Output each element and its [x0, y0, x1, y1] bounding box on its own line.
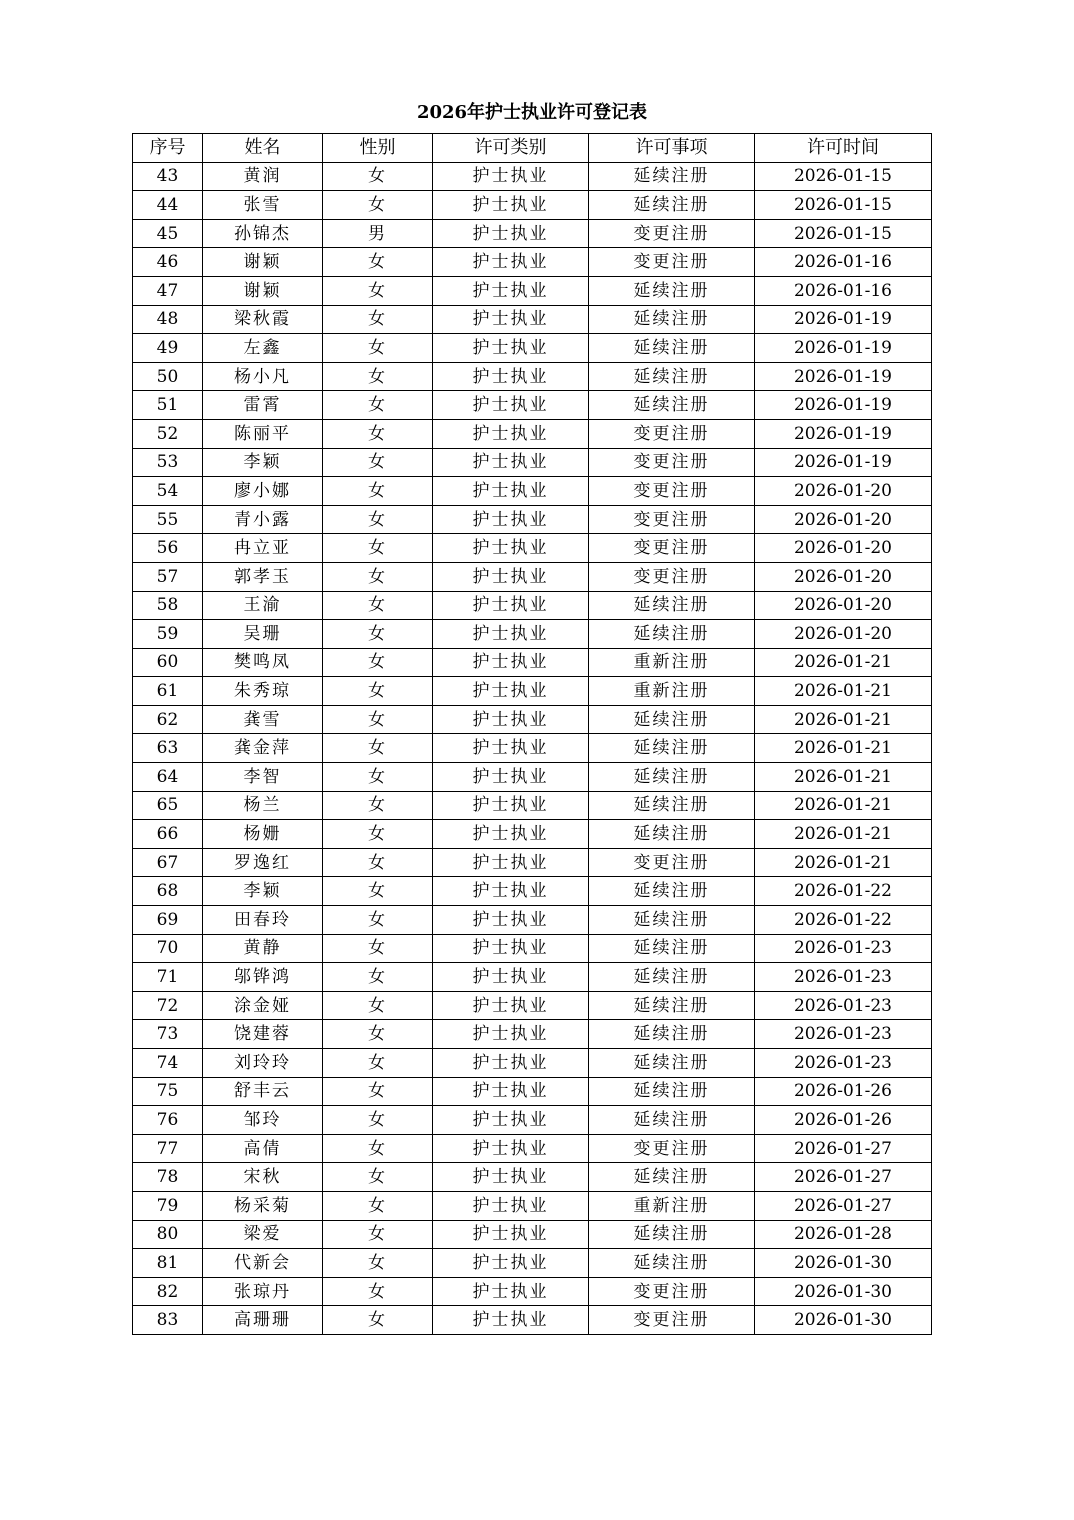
cell-name: 涂金娅: [203, 991, 323, 1020]
cell-license-item: 延续注册: [589, 791, 755, 820]
cell-gender: 男: [323, 219, 433, 248]
cell-license-item: 延续注册: [589, 305, 755, 334]
cell-index: 58: [133, 591, 203, 620]
cell-license-date: 2026-01-28: [755, 1220, 932, 1249]
cell-name: 杨兰: [203, 791, 323, 820]
cell-index: 54: [133, 477, 203, 506]
cell-license-date: 2026-01-22: [755, 877, 932, 906]
cell-license-type: 护士执业: [433, 1277, 589, 1306]
cell-gender: 女: [323, 705, 433, 734]
table-row: [133, 1163, 932, 1192]
table-row: [133, 1134, 932, 1163]
cell-license-item: 延续注册: [589, 1106, 755, 1135]
cell-gender: 女: [323, 648, 433, 677]
cell-license-date: 2026-01-22: [755, 906, 932, 935]
table-row: [133, 1306, 932, 1335]
cell-license-type: 护士执业: [433, 791, 589, 820]
cell-license-item: 延续注册: [589, 162, 755, 191]
cell-gender: 女: [323, 562, 433, 591]
cell-index: 59: [133, 620, 203, 649]
cell-license-item: 变更注册: [589, 562, 755, 591]
cell-index: 65: [133, 791, 203, 820]
cell-license-item: 延续注册: [589, 991, 755, 1020]
cell-name: 杨采菊: [203, 1191, 323, 1220]
cell-license-type: 护士执业: [433, 1163, 589, 1192]
cell-license-date: 2026-01-30: [755, 1249, 932, 1278]
table-row: [133, 791, 932, 820]
cell-license-type: 护士执业: [433, 534, 589, 563]
cell-gender: 女: [323, 734, 433, 763]
table-row: [133, 591, 932, 620]
cell-license-item: 延续注册: [589, 820, 755, 849]
cell-gender: 女: [323, 534, 433, 563]
cell-name: 孙锦杰: [203, 219, 323, 248]
cell-name: 陈丽平: [203, 419, 323, 448]
cell-license-type: 护士执业: [433, 877, 589, 906]
table-row: [133, 734, 932, 763]
cell-license-item: 延续注册: [589, 1049, 755, 1078]
cell-index: 62: [133, 705, 203, 734]
cell-gender: 女: [323, 1277, 433, 1306]
cell-gender: 女: [323, 677, 433, 706]
cell-license-date: 2026-01-21: [755, 848, 932, 877]
cell-name: 刘玲玲: [203, 1049, 323, 1078]
cell-name: 李颖: [203, 877, 323, 906]
cell-gender: 女: [323, 963, 433, 992]
cell-license-date: 2026-01-23: [755, 991, 932, 1020]
cell-license-date: 2026-01-15: [755, 219, 932, 248]
cell-index: 69: [133, 906, 203, 935]
cell-license-item: 延续注册: [589, 906, 755, 935]
cell-index: 80: [133, 1220, 203, 1249]
cell-license-type: 护士执业: [433, 162, 589, 191]
cell-license-item: 重新注册: [589, 1191, 755, 1220]
cell-name: 谢颖: [203, 276, 323, 305]
cell-index: 71: [133, 963, 203, 992]
cell-name: 左鑫: [203, 334, 323, 363]
cell-license-item: 变更注册: [589, 219, 755, 248]
cell-license-type: 护士执业: [433, 1220, 589, 1249]
cell-index: 51: [133, 391, 203, 420]
cell-gender: 女: [323, 763, 433, 792]
cell-license-item: 延续注册: [589, 1077, 755, 1106]
cell-name: 田春玲: [203, 906, 323, 935]
cell-gender: 女: [323, 1106, 433, 1135]
cell-license-type: 护士执业: [433, 1306, 589, 1335]
cell-index: 72: [133, 991, 203, 1020]
table-row: [133, 991, 932, 1020]
cell-index: 82: [133, 1277, 203, 1306]
cell-license-date: 2026-01-19: [755, 448, 932, 477]
cell-license-date: 2026-01-26: [755, 1077, 932, 1106]
cell-index: 45: [133, 219, 203, 248]
cell-license-date: 2026-01-21: [755, 763, 932, 792]
cell-name: 龚雪: [203, 705, 323, 734]
cell-name: 吴珊: [203, 620, 323, 649]
cell-gender: 女: [323, 934, 433, 963]
cell-license-item: 变更注册: [589, 248, 755, 277]
cell-license-item: 变更注册: [589, 477, 755, 506]
cell-gender: 女: [323, 1163, 433, 1192]
cell-name: 朱秀琼: [203, 677, 323, 706]
cell-license-item: 延续注册: [589, 591, 755, 620]
cell-gender: 女: [323, 620, 433, 649]
cell-name: 青小露: [203, 505, 323, 534]
cell-name: 张琼丹: [203, 1277, 323, 1306]
cell-license-date: 2026-01-19: [755, 334, 932, 363]
cell-index: 64: [133, 763, 203, 792]
column-header-license-date: 许可时间: [755, 134, 932, 163]
cell-gender: 女: [323, 305, 433, 334]
table-row: [133, 276, 932, 305]
cell-index: 76: [133, 1106, 203, 1135]
table-row: [133, 305, 932, 334]
cell-license-type: 护士执业: [433, 705, 589, 734]
cell-license-item: 延续注册: [589, 934, 755, 963]
cell-gender: 女: [323, 419, 433, 448]
cell-gender: 女: [323, 162, 433, 191]
table-row: [133, 648, 932, 677]
cell-name: 王渝: [203, 591, 323, 620]
cell-license-type: 护士执业: [433, 477, 589, 506]
cell-name: 冉立亚: [203, 534, 323, 563]
cell-license-item: 变更注册: [589, 1277, 755, 1306]
cell-license-type: 护士执业: [433, 1020, 589, 1049]
cell-gender: 女: [323, 362, 433, 391]
column-header-license-item: 许可事项: [589, 134, 755, 163]
cell-name: 代新会: [203, 1249, 323, 1278]
cell-gender: 女: [323, 505, 433, 534]
table-row: [133, 362, 932, 391]
cell-license-date: 2026-01-20: [755, 562, 932, 591]
cell-name: 樊鸣凤: [203, 648, 323, 677]
cell-license-item: 变更注册: [589, 848, 755, 877]
cell-index: 75: [133, 1077, 203, 1106]
cell-license-date: 2026-01-21: [755, 677, 932, 706]
cell-index: 68: [133, 877, 203, 906]
cell-name: 黄静: [203, 934, 323, 963]
cell-license-item: 重新注册: [589, 677, 755, 706]
cell-license-item: 延续注册: [589, 734, 755, 763]
cell-license-type: 护士执业: [433, 562, 589, 591]
cell-name: 邬铧鸿: [203, 963, 323, 992]
page-title: 2026年护士执业许可登记表: [416, 102, 648, 123]
cell-index: 53: [133, 448, 203, 477]
cell-name: 李智: [203, 763, 323, 792]
cell-name: 饶建蓉: [203, 1020, 323, 1049]
table-row: [133, 1191, 932, 1220]
table-header-row: [133, 134, 932, 163]
cell-license-item: 延续注册: [589, 1220, 755, 1249]
cell-gender: 女: [323, 791, 433, 820]
cell-license-type: 护士执业: [433, 1049, 589, 1078]
cell-index: 63: [133, 734, 203, 763]
registration-table: [132, 133, 932, 1335]
cell-license-date: 2026-01-23: [755, 1020, 932, 1049]
cell-license-type: 护士执业: [433, 305, 589, 334]
cell-license-type: 护士执业: [433, 219, 589, 248]
cell-name: 郭孝玉: [203, 562, 323, 591]
cell-license-item: 变更注册: [589, 448, 755, 477]
table-row: [133, 1249, 932, 1278]
table-row: [133, 705, 932, 734]
cell-index: 55: [133, 505, 203, 534]
cell-license-date: 2026-01-19: [755, 305, 932, 334]
cell-name: 舒丰云: [203, 1077, 323, 1106]
cell-license-type: 护士执业: [433, 1249, 589, 1278]
table-row: [133, 1049, 932, 1078]
cell-license-type: 护士执业: [433, 820, 589, 849]
cell-license-item: 延续注册: [589, 362, 755, 391]
cell-license-type: 护士执业: [433, 620, 589, 649]
cell-license-date: 2026-01-16: [755, 276, 932, 305]
cell-license-date: 2026-01-20: [755, 505, 932, 534]
cell-license-type: 护士执业: [433, 448, 589, 477]
cell-index: 52: [133, 419, 203, 448]
cell-license-type: 护士执业: [433, 991, 589, 1020]
cell-gender: 女: [323, 1020, 433, 1049]
cell-name: 雷霄: [203, 391, 323, 420]
table-row: [133, 219, 932, 248]
cell-name: 张雪: [203, 191, 323, 220]
table-row: [133, 1106, 932, 1135]
cell-license-date: 2026-01-15: [755, 191, 932, 220]
table-row: [133, 191, 932, 220]
cell-license-date: 2026-01-21: [755, 791, 932, 820]
cell-license-item: 延续注册: [589, 391, 755, 420]
cell-license-type: 护士执业: [433, 276, 589, 305]
cell-license-type: 护士执业: [433, 1134, 589, 1163]
table-row: [133, 391, 932, 420]
cell-gender: 女: [323, 1249, 433, 1278]
cell-name: 邹玲: [203, 1106, 323, 1135]
cell-license-item: 延续注册: [589, 191, 755, 220]
table-row: [133, 162, 932, 191]
table-row: [133, 1077, 932, 1106]
cell-index: 61: [133, 677, 203, 706]
cell-name: 杨小凡: [203, 362, 323, 391]
cell-index: 78: [133, 1163, 203, 1192]
table-row: [133, 448, 932, 477]
cell-name: 谢颖: [203, 248, 323, 277]
cell-gender: 女: [323, 1220, 433, 1249]
cell-license-type: 护士执业: [433, 677, 589, 706]
table-row: [133, 620, 932, 649]
cell-gender: 女: [323, 1306, 433, 1335]
cell-license-item: 变更注册: [589, 1134, 755, 1163]
cell-gender: 女: [323, 1049, 433, 1078]
cell-index: 74: [133, 1049, 203, 1078]
cell-license-item: 变更注册: [589, 419, 755, 448]
cell-gender: 女: [323, 191, 433, 220]
cell-gender: 女: [323, 991, 433, 1020]
cell-gender: 女: [323, 1191, 433, 1220]
cell-name: 黄润: [203, 162, 323, 191]
cell-license-item: 延续注册: [589, 620, 755, 649]
cell-license-date: 2026-01-27: [755, 1163, 932, 1192]
cell-license-item: 延续注册: [589, 877, 755, 906]
column-header-gender: 性别: [323, 134, 433, 163]
cell-license-date: 2026-01-21: [755, 820, 932, 849]
cell-license-date: 2026-01-20: [755, 534, 932, 563]
cell-license-date: 2026-01-23: [755, 1049, 932, 1078]
cell-index: 60: [133, 648, 203, 677]
cell-license-item: 重新注册: [589, 648, 755, 677]
cell-license-date: 2026-01-21: [755, 705, 932, 734]
cell-license-item: 延续注册: [589, 334, 755, 363]
cell-name: 杨姗: [203, 820, 323, 849]
cell-index: 77: [133, 1134, 203, 1163]
cell-index: 50: [133, 362, 203, 391]
cell-license-date: 2026-01-30: [755, 1277, 932, 1306]
cell-license-type: 护士执业: [433, 763, 589, 792]
cell-index: 44: [133, 191, 203, 220]
table-row: [133, 906, 932, 935]
cell-index: 46: [133, 248, 203, 277]
table-row: [133, 534, 932, 563]
cell-license-item: 变更注册: [589, 505, 755, 534]
cell-license-type: 护士执业: [433, 391, 589, 420]
cell-license-type: 护士执业: [433, 334, 589, 363]
cell-license-date: 2026-01-23: [755, 934, 932, 963]
cell-license-type: 护士执业: [433, 1106, 589, 1135]
cell-license-type: 护士执业: [433, 248, 589, 277]
table-row: [133, 1277, 932, 1306]
cell-license-item: 延续注册: [589, 1249, 755, 1278]
cell-index: 57: [133, 562, 203, 591]
cell-license-date: 2026-01-21: [755, 648, 932, 677]
table-row: [133, 763, 932, 792]
cell-name: 宋秋: [203, 1163, 323, 1192]
cell-license-type: 护士执业: [433, 419, 589, 448]
cell-index: 66: [133, 820, 203, 849]
cell-license-type: 护士执业: [433, 191, 589, 220]
table-row: [133, 477, 932, 506]
cell-license-type: 护士执业: [433, 362, 589, 391]
cell-license-date: 2026-01-27: [755, 1134, 932, 1163]
column-header-name: 姓名: [203, 134, 323, 163]
table-row: [133, 505, 932, 534]
cell-index: 49: [133, 334, 203, 363]
cell-license-date: 2026-01-15: [755, 162, 932, 191]
table-row: [133, 877, 932, 906]
cell-index: 67: [133, 848, 203, 877]
table-row: [133, 562, 932, 591]
cell-gender: 女: [323, 1077, 433, 1106]
cell-license-date: 2026-01-20: [755, 591, 932, 620]
cell-gender: 女: [323, 448, 433, 477]
cell-gender: 女: [323, 906, 433, 935]
table-row: [133, 934, 932, 963]
cell-gender: 女: [323, 334, 433, 363]
cell-license-date: 2026-01-20: [755, 620, 932, 649]
cell-license-item: 变更注册: [589, 534, 755, 563]
cell-gender: 女: [323, 877, 433, 906]
cell-license-item: 延续注册: [589, 1020, 755, 1049]
cell-gender: 女: [323, 848, 433, 877]
cell-gender: 女: [323, 391, 433, 420]
cell-license-type: 护士执业: [433, 906, 589, 935]
table-row: [133, 963, 932, 992]
cell-license-date: 2026-01-21: [755, 734, 932, 763]
table-row: [133, 419, 932, 448]
cell-license-date: 2026-01-26: [755, 1106, 932, 1135]
table-row: [133, 1020, 932, 1049]
cell-license-date: 2026-01-23: [755, 963, 932, 992]
cell-license-item: 变更注册: [589, 1306, 755, 1335]
cell-name: 廖小娜: [203, 477, 323, 506]
cell-index: 83: [133, 1306, 203, 1335]
cell-name: 李颖: [203, 448, 323, 477]
cell-index: 79: [133, 1191, 203, 1220]
cell-license-date: 2026-01-16: [755, 248, 932, 277]
cell-name: 罗逸红: [203, 848, 323, 877]
cell-license-type: 护士执业: [433, 963, 589, 992]
cell-license-date: 2026-01-20: [755, 477, 932, 506]
cell-index: 56: [133, 534, 203, 563]
cell-license-item: 延续注册: [589, 963, 755, 992]
cell-license-date: 2026-01-19: [755, 362, 932, 391]
cell-license-date: 2026-01-19: [755, 419, 932, 448]
cell-license-type: 护士执业: [433, 734, 589, 763]
table-row: [133, 820, 932, 849]
cell-license-type: 护士执业: [433, 505, 589, 534]
cell-gender: 女: [323, 820, 433, 849]
table-row: [133, 334, 932, 363]
cell-index: 70: [133, 934, 203, 963]
cell-gender: 女: [323, 276, 433, 305]
cell-name: 龚金萍: [203, 734, 323, 763]
cell-license-type: 护士执业: [433, 934, 589, 963]
cell-gender: 女: [323, 1134, 433, 1163]
cell-license-item: 延续注册: [589, 763, 755, 792]
cell-license-item: 延续注册: [589, 1163, 755, 1192]
cell-license-item: 延续注册: [589, 276, 755, 305]
table-row: [133, 248, 932, 277]
cell-index: 48: [133, 305, 203, 334]
cell-index: 47: [133, 276, 203, 305]
table-row: [133, 848, 932, 877]
cell-gender: 女: [323, 477, 433, 506]
cell-index: 43: [133, 162, 203, 191]
table-row: [133, 677, 932, 706]
cell-license-date: 2026-01-19: [755, 391, 932, 420]
cell-index: 81: [133, 1249, 203, 1278]
cell-license-type: 护士执业: [433, 848, 589, 877]
cell-license-type: 护士执业: [433, 1191, 589, 1220]
cell-license-date: 2026-01-30: [755, 1306, 932, 1335]
cell-license-date: 2026-01-27: [755, 1191, 932, 1220]
cell-name: 高倩: [203, 1134, 323, 1163]
cell-index: 73: [133, 1020, 203, 1049]
table-row: [133, 1220, 932, 1249]
cell-gender: 女: [323, 248, 433, 277]
cell-license-type: 护士执业: [433, 648, 589, 677]
table-body: [133, 162, 932, 1334]
cell-name: 梁爱: [203, 1220, 323, 1249]
column-header-index: 序号: [133, 134, 203, 163]
cell-license-type: 护士执业: [433, 591, 589, 620]
cell-name: 高珊珊: [203, 1306, 323, 1335]
cell-name: 梁秋霞: [203, 305, 323, 334]
column-header-license-type: 许可类别: [433, 134, 589, 163]
cell-gender: 女: [323, 591, 433, 620]
cell-license-type: 护士执业: [433, 1077, 589, 1106]
cell-license-item: 延续注册: [589, 705, 755, 734]
